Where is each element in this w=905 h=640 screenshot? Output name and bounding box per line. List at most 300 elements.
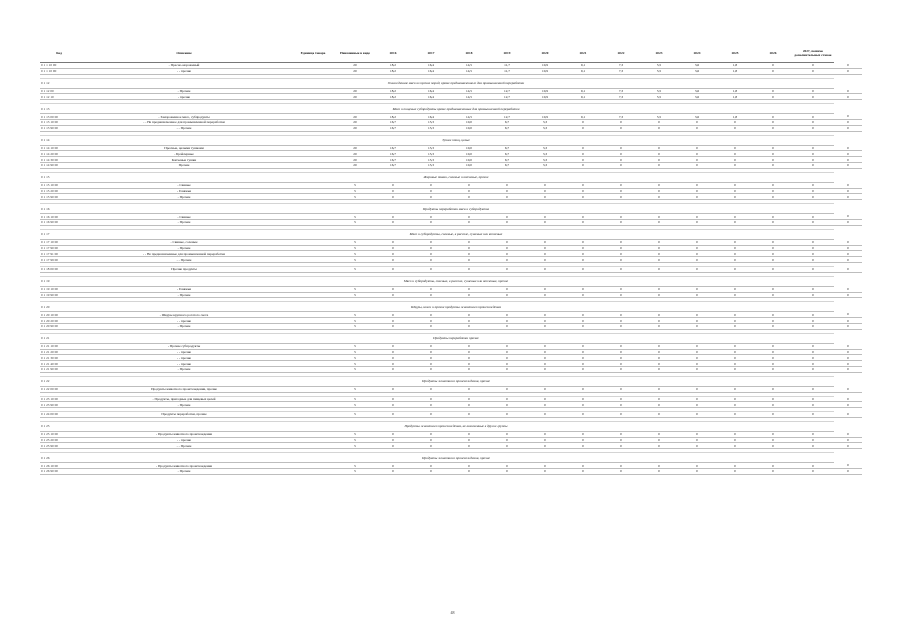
year-rate-cell: 0	[564, 312, 602, 318]
year-rate-cell: 0	[564, 361, 602, 367]
column-header: 2017	[412, 43, 450, 63]
year-rate-cell: 0	[716, 349, 754, 355]
year-rate-cell: 0	[716, 361, 754, 367]
year-rate-cell: 0	[526, 214, 564, 220]
year-rate-cell: 0	[716, 257, 754, 263]
year-rate-cell: 0	[602, 443, 640, 449]
year-rate-cell: 0	[450, 245, 488, 251]
year-rate-cell: 0	[450, 323, 488, 329]
year-rate-cell: 7,3	[602, 114, 640, 120]
description-cell: - Говяжьи	[78, 188, 290, 194]
code-cell: 0 1 20 20 00	[40, 318, 78, 324]
year-rate-cell: 6,7	[488, 162, 526, 168]
year-rate-cell: 0	[564, 194, 602, 200]
year-rate-cell: 0	[374, 182, 412, 188]
year-rate-cell: 0	[792, 349, 834, 355]
base-rate-cell: 5	[336, 343, 374, 349]
code-cell: 0 1 21 30 00	[40, 355, 78, 361]
year-rate-cell: 0	[564, 214, 602, 220]
description-cell: - Продукты животного происхождения	[78, 431, 290, 437]
year-rate-cell: 0	[754, 361, 792, 367]
year-rate-cell: 0	[834, 194, 862, 200]
year-rate-cell: 6,7	[488, 151, 526, 157]
year-rate-cell: 0	[488, 245, 526, 251]
year-rate-cell: 3,6	[678, 114, 716, 120]
year-rate-cell: 0	[412, 245, 450, 251]
year-rate-cell: 0	[374, 239, 412, 245]
year-rate-cell: 16,4	[412, 114, 450, 120]
year-rate-cell: 0	[792, 194, 834, 200]
year-rate-cell: 0	[526, 469, 564, 475]
description-cell: Мясо и субпродукты, соленые, в рассоле, сушеные или копченые, прочие	[78, 276, 834, 286]
description-cell: - Прочие	[78, 402, 290, 408]
base-rate-cell: 5	[336, 437, 374, 443]
column-header: 2025	[716, 43, 754, 63]
year-rate-cell: 0	[792, 245, 834, 251]
year-rate-cell: 0	[602, 366, 640, 372]
year-rate-cell: 0	[834, 355, 862, 361]
code-cell: 0 1 1 10 00	[40, 63, 78, 69]
year-rate-cell: 9,1	[564, 68, 602, 74]
year-rate-cell: 0	[374, 292, 412, 298]
description-cell: - Прочие	[78, 194, 290, 200]
year-rate-cell: 0	[488, 437, 526, 443]
year-rate-cell: 0	[526, 431, 564, 437]
year-rate-cell: 0	[412, 312, 450, 318]
code-cell: 0 1 12 10	[40, 94, 78, 100]
year-rate-cell: 0	[488, 463, 526, 469]
year-rate-cell: 0	[716, 312, 754, 318]
year-rate-cell: 0	[564, 145, 602, 151]
year-rate-cell: 12,7	[488, 94, 526, 100]
year-rate-cell: 0	[564, 349, 602, 355]
year-rate-cell: 16,7	[374, 151, 412, 157]
base-rate-cell: 5	[336, 219, 374, 225]
year-rate-cell: 0	[488, 219, 526, 225]
year-rate-cell: 0	[374, 251, 412, 257]
year-rate-cell: 0	[488, 318, 526, 324]
year-rate-cell: 0	[640, 266, 678, 272]
description-cell: - - прочие	[78, 349, 290, 355]
year-rate-cell: 0	[678, 119, 716, 125]
year-rate-cell: 0	[678, 239, 716, 245]
column-header: 2027, помимо дополнительных ставок	[792, 43, 834, 63]
year-rate-cell: 0	[374, 188, 412, 194]
year-rate-cell: 0	[602, 251, 640, 257]
section-heading-row	[40, 333, 862, 343]
year-rate-cell: 0	[716, 292, 754, 298]
year-rate-cell: 0	[488, 431, 526, 437]
base-rate-cell: 5	[336, 239, 374, 245]
year-rate-cell: 0	[488, 361, 526, 367]
year-rate-cell: 0	[792, 463, 834, 469]
year-rate-cell: 0	[602, 214, 640, 220]
code-cell: 0 1 25	[40, 421, 78, 431]
year-rate-cell: 0	[678, 194, 716, 200]
column-header: 2020	[526, 43, 564, 63]
base-rate-cell: 20	[336, 125, 374, 131]
year-rate-cell: 0	[412, 257, 450, 263]
description-cell: - - прочие	[78, 437, 290, 443]
year-rate-cell: 0	[754, 194, 792, 200]
year-rate-cell: 0	[602, 119, 640, 125]
year-rate-cell: 0	[488, 386, 526, 392]
year-rate-cell: 0	[526, 463, 564, 469]
description-cell: - - Прочие	[78, 257, 290, 263]
year-rate-cell: 0	[792, 323, 834, 329]
year-rate-cell: 0	[488, 349, 526, 355]
year-rate-cell: 0	[834, 361, 862, 367]
year-rate-cell: 0	[754, 366, 792, 372]
year-rate-cell: 1,8	[716, 94, 754, 100]
year-rate-cell: 0	[412, 219, 450, 225]
section-heading-row	[40, 104, 862, 114]
year-rate-cell: 0	[792, 443, 834, 449]
year-rate-cell: 0	[564, 292, 602, 298]
year-rate-cell: 10,0	[450, 125, 488, 131]
year-rate-cell: 0	[412, 251, 450, 257]
year-rate-cell: 0	[834, 396, 862, 402]
description-cell: - Говяжьи	[78, 286, 290, 292]
year-rate-cell: 0	[716, 443, 754, 449]
year-rate-cell: 0	[792, 125, 834, 131]
year-rate-cell: 0	[412, 396, 450, 402]
year-rate-cell: 0	[834, 214, 862, 220]
year-rate-cell: 0	[374, 257, 412, 263]
column-header: Код	[40, 43, 78, 63]
year-rate-cell: 0	[374, 312, 412, 318]
year-rate-cell: 0	[716, 412, 754, 418]
year-rate-cell: 0	[488, 214, 526, 220]
year-rate-cell: 0	[678, 219, 716, 225]
year-rate-cell: 13,3	[412, 125, 450, 131]
year-rate-cell: 0	[754, 431, 792, 437]
year-rate-cell: 0	[678, 349, 716, 355]
year-rate-cell: 16,4	[412, 63, 450, 69]
year-rate-cell: 0	[834, 219, 862, 225]
year-rate-cell: 0	[678, 431, 716, 437]
year-rate-cell: 0	[602, 162, 640, 168]
year-rate-cell: 0	[640, 188, 678, 194]
year-rate-cell: 0	[754, 463, 792, 469]
description-cell: Шкуры, кожи и прочие продукты животного происхождения	[78, 302, 834, 312]
code-cell: 0 1 17 91 00	[40, 251, 78, 257]
year-rate-cell: 0	[450, 286, 488, 292]
year-rate-cell: 0	[526, 219, 564, 225]
year-rate-cell: 3,3	[526, 151, 564, 157]
description-cell: Тушки птиц, целые	[78, 135, 834, 145]
year-rate-cell: 0	[792, 162, 834, 168]
section-heading-row	[40, 135, 862, 145]
code-cell: 0 1 19 90 00	[40, 292, 78, 298]
year-rate-cell: 0	[834, 88, 862, 94]
column-header: 2016	[374, 43, 412, 63]
year-rate-cell: 0	[450, 349, 488, 355]
column-header: 2022	[602, 43, 640, 63]
year-rate-cell: 0	[374, 349, 412, 355]
year-rate-cell: 0	[412, 323, 450, 329]
year-rate-cell: 18,2	[374, 114, 412, 120]
year-rate-cell: 0	[716, 323, 754, 329]
year-rate-cell: 0	[716, 151, 754, 157]
year-rate-cell: 14,5	[450, 114, 488, 120]
year-rate-cell: 12,7	[488, 114, 526, 120]
year-rate-cell: 0	[564, 443, 602, 449]
year-rate-cell: 0	[640, 257, 678, 263]
year-rate-cell: 0	[792, 292, 834, 298]
description-cell: - Свиные	[78, 182, 290, 188]
year-rate-cell: 0	[564, 318, 602, 324]
year-rate-cell: 0	[374, 412, 412, 418]
base-rate-cell: 20	[336, 88, 374, 94]
year-rate-cell: 11,7	[488, 68, 526, 74]
year-rate-cell: 0	[792, 219, 834, 225]
year-rate-cell: 0	[412, 469, 450, 475]
year-rate-cell: 0	[834, 443, 862, 449]
code-cell: 0 1 15	[40, 172, 78, 182]
year-rate-cell: 0	[412, 188, 450, 194]
year-rate-cell: 11,7	[488, 63, 526, 69]
year-rate-cell: 6,7	[488, 125, 526, 131]
year-rate-cell: 0	[792, 119, 834, 125]
year-rate-cell: 0	[374, 469, 412, 475]
year-rate-cell: 0	[488, 312, 526, 318]
column-header: Неизменные в виде	[336, 43, 374, 63]
base-rate-cell: 5	[336, 286, 374, 292]
year-rate-cell: 0	[792, 214, 834, 220]
year-rate-cell: 0	[834, 68, 862, 74]
year-rate-cell: 0	[754, 145, 792, 151]
base-rate-cell: 5	[336, 431, 374, 437]
year-rate-cell: 0	[792, 402, 834, 408]
code-cell: 0 1 1 10 90	[40, 68, 78, 74]
year-rate-cell: 0	[678, 412, 716, 418]
year-rate-cell: 0	[640, 162, 678, 168]
year-rate-cell: 0	[716, 145, 754, 151]
description-cell: Прочие	[78, 162, 290, 168]
year-rate-cell: 0	[526, 412, 564, 418]
year-rate-cell: 0	[792, 286, 834, 292]
year-rate-cell: 0	[450, 251, 488, 257]
base-rate-cell: 20	[336, 68, 374, 74]
year-rate-cell: 0	[564, 162, 602, 168]
year-rate-cell: 0	[834, 366, 862, 372]
year-rate-cell: 0	[640, 343, 678, 349]
base-rate-cell: 5	[336, 245, 374, 251]
year-rate-cell: 0	[564, 151, 602, 157]
year-rate-cell: 9,1	[564, 114, 602, 120]
year-rate-cell: 0	[678, 355, 716, 361]
year-rate-cell: 0	[450, 214, 488, 220]
year-rate-cell: 0	[602, 349, 640, 355]
year-rate-cell: 0	[834, 182, 862, 188]
base-rate-cell: 5	[336, 412, 374, 418]
year-rate-cell: 0	[450, 292, 488, 298]
code-cell: 0 1 14 20 00	[40, 151, 78, 157]
year-rate-cell: 1,8	[716, 68, 754, 74]
description-cell: - Прочие	[78, 366, 290, 372]
year-rate-cell: 10,9	[526, 68, 564, 74]
year-rate-cell: 0	[602, 343, 640, 349]
base-rate-cell: 20	[336, 119, 374, 125]
year-rate-cell: 3,3	[526, 119, 564, 125]
year-rate-cell: 0	[488, 469, 526, 475]
year-rate-cell: 0	[564, 239, 602, 245]
year-rate-cell: 0	[716, 469, 754, 475]
year-rate-cell: 3,3	[526, 157, 564, 163]
year-rate-cell: 0	[412, 286, 450, 292]
year-rate-cell: 0	[450, 182, 488, 188]
year-rate-cell: 16,4	[412, 94, 450, 100]
year-rate-cell: 0	[374, 443, 412, 449]
year-rate-cell: 0	[754, 396, 792, 402]
year-rate-cell: 0	[640, 286, 678, 292]
year-rate-cell: 0	[754, 343, 792, 349]
description-cell: - Пресно-мороженый	[78, 63, 290, 69]
year-rate-cell: 0	[640, 239, 678, 245]
code-cell: 0 1 17 90 00	[40, 245, 78, 251]
base-rate-cell: 20	[336, 157, 374, 163]
year-rate-cell: 0	[792, 68, 834, 74]
page-number: 48	[450, 610, 455, 615]
code-cell: 0 1 21 90 00	[40, 366, 78, 372]
year-rate-cell: 0	[374, 194, 412, 200]
year-rate-cell: 0	[792, 412, 834, 418]
section-heading-row	[40, 376, 862, 386]
year-rate-cell: 0	[640, 349, 678, 355]
year-rate-cell: 0	[526, 251, 564, 257]
base-rate-cell: 5	[336, 355, 374, 361]
table-header-row	[40, 43, 862, 63]
year-rate-cell: 0	[754, 469, 792, 475]
year-rate-cell: 0	[640, 396, 678, 402]
year-rate-cell: 0	[716, 188, 754, 194]
base-rate-cell: 5	[336, 402, 374, 408]
year-rate-cell: 0	[602, 437, 640, 443]
year-rate-cell: 0	[374, 463, 412, 469]
year-rate-cell: 0	[412, 214, 450, 220]
year-rate-cell: 0	[526, 188, 564, 194]
code-cell: 0 1 16 10 00	[40, 214, 78, 220]
base-rate-cell: 5	[336, 318, 374, 324]
unit-cell	[290, 469, 336, 475]
year-rate-cell: 10,9	[526, 88, 564, 94]
year-rate-cell: 0	[834, 286, 862, 292]
year-rate-cell: 0	[526, 366, 564, 372]
year-rate-cell: 0	[602, 412, 640, 418]
section-heading-row	[40, 172, 862, 182]
base-rate-cell: 5	[336, 188, 374, 194]
year-rate-cell: 0	[754, 312, 792, 318]
year-rate-cell: 0	[678, 286, 716, 292]
year-rate-cell: 0	[834, 257, 862, 263]
base-rate-cell: 5	[336, 396, 374, 402]
section-heading-row	[40, 276, 862, 286]
base-rate-cell: 20	[336, 151, 374, 157]
year-rate-cell: 13,3	[412, 151, 450, 157]
year-rate-cell: 0	[792, 151, 834, 157]
year-rate-cell: 0	[754, 188, 792, 194]
year-rate-cell: 0	[754, 162, 792, 168]
year-rate-cell: 0	[754, 239, 792, 245]
year-rate-cell: 0	[716, 125, 754, 131]
year-rate-cell: 0	[754, 125, 792, 131]
base-rate-cell: 5	[336, 349, 374, 355]
year-rate-cell: 0	[792, 355, 834, 361]
year-rate-cell: 0	[754, 245, 792, 251]
year-rate-cell: 0	[792, 366, 834, 372]
year-rate-cell: 0	[754, 323, 792, 329]
year-rate-cell: 0	[450, 257, 488, 263]
description-cell: Продукты переработки мяса и субпродуктов	[78, 204, 834, 214]
base-rate-cell: 5	[336, 194, 374, 200]
code-cell: 0 1 25 90 00	[40, 443, 78, 449]
year-rate-cell: 0	[640, 361, 678, 367]
year-rate-cell: 0	[412, 443, 450, 449]
year-rate-cell: 0	[834, 318, 862, 324]
column-header: 2018	[450, 43, 488, 63]
year-rate-cell: 0	[488, 343, 526, 349]
year-rate-cell: 0	[754, 114, 792, 120]
year-rate-cell: 0	[564, 245, 602, 251]
description-cell: Прочие продукты	[78, 266, 290, 272]
year-rate-cell: 0	[640, 251, 678, 257]
year-rate-cell: 0	[374, 361, 412, 367]
year-rate-cell: 0	[450, 343, 488, 349]
year-rate-cell: 0	[564, 343, 602, 349]
base-rate-cell: 5	[336, 361, 374, 367]
year-rate-cell: 0	[412, 355, 450, 361]
year-rate-cell: 0	[834, 386, 862, 392]
year-rate-cell: 0	[678, 318, 716, 324]
year-rate-cell: 0	[488, 355, 526, 361]
description-cell: - - Не предназначенные для промышленной переработки	[78, 251, 290, 257]
year-rate-cell: 3,6	[678, 68, 716, 74]
year-rate-cell: 7,3	[602, 94, 640, 100]
year-rate-cell: 0	[412, 463, 450, 469]
description-cell: Пресные, целыми тушками	[78, 145, 290, 151]
base-rate-cell: 20	[336, 114, 374, 120]
base-rate-cell: 20	[336, 162, 374, 168]
year-rate-cell: 0	[792, 312, 834, 318]
year-rate-cell: 0	[640, 194, 678, 200]
year-rate-cell: 0	[412, 266, 450, 272]
year-rate-cell: 0	[564, 355, 602, 361]
year-rate-cell: 3,6	[678, 94, 716, 100]
year-rate-cell: 0	[526, 402, 564, 408]
year-rate-cell: 0	[834, 125, 862, 131]
code-cell: 0 1 18 00 00	[40, 266, 78, 272]
description-cell: - Продукты животного происхождения	[78, 463, 290, 469]
year-rate-cell: 0	[716, 162, 754, 168]
year-rate-cell: 0	[678, 361, 716, 367]
tariff-table	[40, 43, 862, 475]
year-rate-cell: 0	[792, 88, 834, 94]
code-cell: 0 1 19	[40, 276, 78, 286]
column-header: 2026	[754, 43, 792, 63]
year-rate-cell: 0	[834, 412, 862, 418]
year-rate-cell: 0	[754, 286, 792, 292]
year-rate-cell: 0	[564, 182, 602, 188]
year-rate-cell: 0	[564, 157, 602, 163]
description-cell: - Прочие	[78, 88, 290, 94]
year-rate-cell: 0	[602, 266, 640, 272]
year-rate-cell: 0	[412, 194, 450, 200]
year-rate-cell: 0	[678, 463, 716, 469]
description-cell: - - Прочие	[78, 125, 290, 131]
code-cell: 0 1 12	[40, 78, 78, 88]
year-rate-cell: 0	[716, 266, 754, 272]
